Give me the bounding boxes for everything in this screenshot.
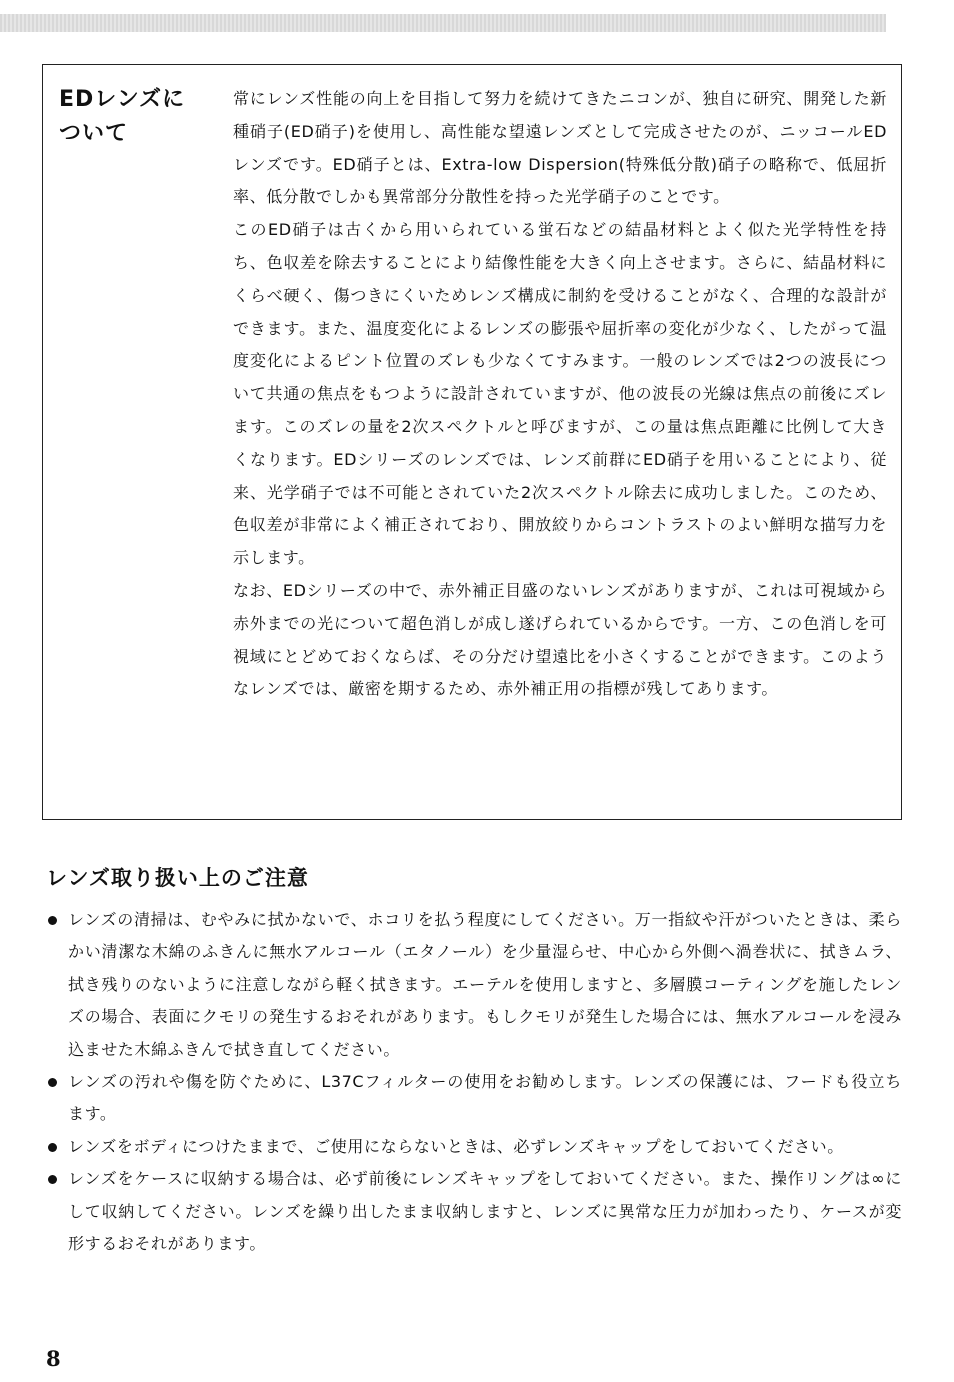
note-item-cleaning xyxy=(46,904,902,1066)
note-text: レンズをケースに収納する場合は、必ず前後にレンズキャップをしておいてください。また、操作リングは∞にして収納してください。レンズを繰り出したまま収納しますと、レンズに異常な圧力が加わったり、ケースが変形するおそれがあります。 xyxy=(68,1169,902,1254)
note-text: レンズをボディにつけたままで、ご使用にならないときは、必ずレンズキャップをしておいてください。 xyxy=(68,1136,844,1156)
ed-lens-info-box xyxy=(42,64,902,820)
note-item-lens-cap xyxy=(46,1131,902,1163)
bullet-icon xyxy=(48,1143,57,1152)
handling-notes-title: レンズ取り扱い上のご注意 xyxy=(46,866,309,890)
ed-paragraph-2: このED硝子は古くから用いられている蛍石などの結晶材料とよく似た光学特性を持ち、色収差を除去することにより結像性能を大きく向上させます。さらに、結晶材料にくらべ硬く、傷つきにくいためレンズ構成に制約を受けることがなく、合理的な設計ができます。また、温度変化によるレンズの膨張や屈折率の変化が少なく、したがって温度変化によるピント位置のズレも少なくてすみます。一般のレンズでは2つの波長について共通の焦点をもつように設計されていますが、他の波長の光線は焦点の前後にズレます。このズレの量を2次スペクトルと呼びますが、この量は焦点距離に比例して大きくなります。EDシリーズのレンズでは、レンズ前群にED硝子を用いることにより、従来、光学硝子では不可能とされていた2次スペクトル除去に成功しました。このため、色収差が非常によく補正されており、開放絞りからコントラストのよい鮮明な描写力を示します。 xyxy=(233,220,887,568)
note-text: レンズの清掃は、むやみに拭かないで、ホコリを払う程度にしてください。万一指紋や汗がついたときは、柔らかい清潔な木綿のふきんに無水アルコール（エタノール）を少量湿らせ、中心から外側へ渦巻状に、拭きムラ、拭き残りのないように注意しながら軽く拭きます。エーテルを使用しますと、多層膜コーティングを施したレンズの場合、表面にクモリの発生するおそれがあります。もしクモリが発生した場合には、無水アルコールを浸み込ませた木綿ふきんで拭き直してください。 xyxy=(68,910,902,1059)
bullet-icon xyxy=(48,916,57,925)
note-item-filter xyxy=(46,1066,902,1131)
ed-lens-heading: EDレンズに ついて xyxy=(59,87,186,146)
note-item-storage xyxy=(46,1163,902,1260)
handling-notes-list xyxy=(46,904,902,1260)
ed-paragraph-1: 常にレンズ性能の向上を目指して努力を続けてきたニコンが、独自に研究、開発した新種硝子(ED硝子)を使用し、高性能な望遠レンズとして完成させたのが、ニッコールEDレンズです。ED硝子とは、Extra-low Dispersion(特殊低分散)硝子の略称で、低屈折率、低分散でしかも異常部分分散性を持った光学硝子のことです。 xyxy=(233,89,887,207)
page-number: 8 xyxy=(46,1346,61,1371)
note-text: レンズの汚れや傷を防ぐために、L37Cフィルターの使用をお勧めします。レンズの保護には、フードも役立ちます。 xyxy=(68,1072,902,1124)
bullet-icon xyxy=(48,1175,57,1184)
ed-lens-body xyxy=(233,83,887,706)
top-scan-band xyxy=(0,14,886,32)
ed-paragraph-3: なお、EDシリーズの中で、赤外補正目盛のないレンズがありますが、これは可視域から赤外までの光について超色消しが成し遂げられているからです。一方、この色消しを可視域にとどめておくならば、その分だけ望遠比を小さくすることができます。このようなレンズでは、厳密を期するため、赤外補正用の指標が残してあります。 xyxy=(233,580,887,699)
bullet-icon xyxy=(48,1078,57,1087)
